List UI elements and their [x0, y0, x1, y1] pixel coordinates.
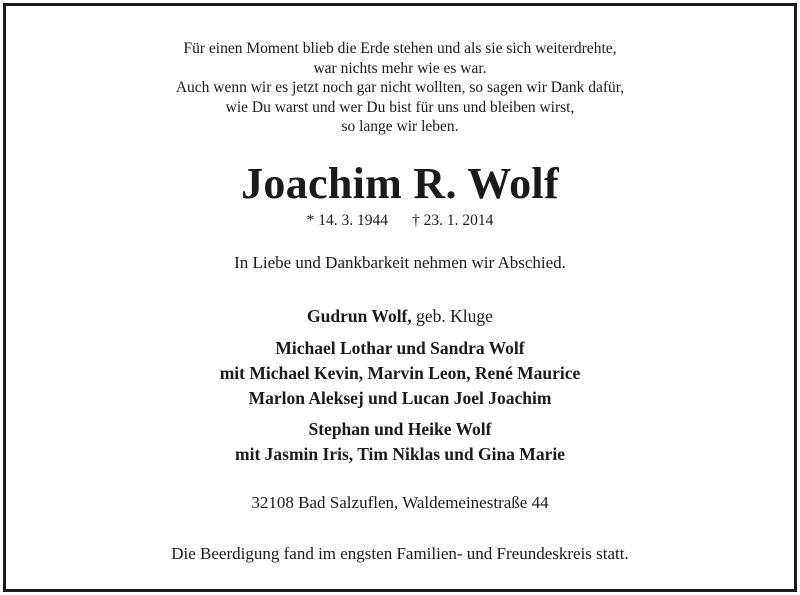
- mourner-line: Stephan und Heike Wolf: [308, 419, 492, 439]
- deceased-name: Joachim R. Wolf: [241, 159, 559, 208]
- life-dates: [6, 211, 794, 231]
- notice-border: [3, 3, 797, 592]
- poem-line: so lange wir leben.: [341, 118, 459, 135]
- mourners-widow: [6, 304, 794, 329]
- address: 32108 Bad Salzuflen, Waldemeinestraße 44: [251, 493, 549, 512]
- mourners-group-stephan: [6, 417, 794, 467]
- mourner-line: mit Michael Kevin, Marvin Leon, René Maurice: [219, 363, 581, 383]
- poem-line: war nichts mehr wie es war.: [313, 59, 487, 77]
- obituary-notice: [6, 6, 794, 589]
- mourner-line: mit Jasmin Iris, Tim Niklas und Gina Marie: [235, 444, 565, 464]
- poem: [6, 39, 794, 137]
- mourner-line: Michael Lothar und Sandra Wolf: [275, 338, 525, 358]
- birth-date: * 14. 3. 1944: [306, 212, 388, 229]
- widow-maiden-name: geb. Kluge: [411, 306, 493, 326]
- poem-line: Für einen Moment blieb die Erde stehen und als sie sich weiterdrehte,: [183, 40, 617, 57]
- mourners-group-michael: [6, 336, 794, 411]
- death-date: † 23. 1. 2014: [412, 212, 494, 229]
- poem-line: Auch wenn wir es jetzt noch gar nicht wollten, so sagen wir Dank dafür,: [175, 79, 625, 96]
- farewell-text: In Liebe und Dankbarkeit nehmen wir Abschied.: [234, 253, 566, 272]
- widow-name: Gudrun Wolf,: [307, 306, 412, 326]
- funeral-note: Die Beerdigung fand im engsten Familien- und Freundeskreis statt.: [171, 544, 629, 563]
- mourner-line: Marlon Aleksej und Lucan Joel Joachim: [248, 388, 552, 408]
- poem-line: wie Du warst und wer Du bist für uns und bleiben wirst,: [225, 98, 575, 116]
